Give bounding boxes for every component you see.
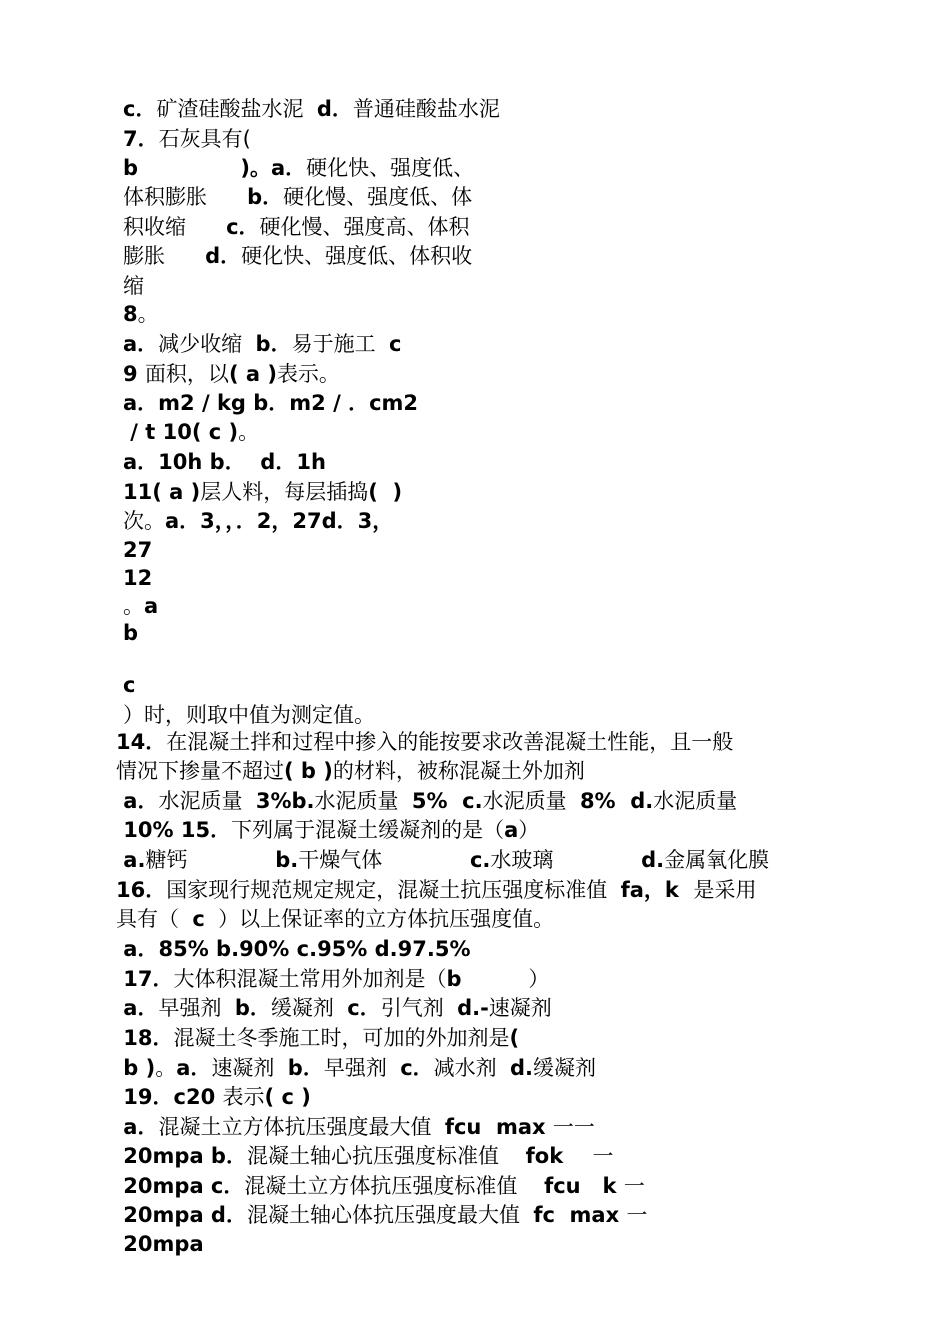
- text-line: 18．混凝土冬季施工时，可加的外加剂是(: [116, 1026, 520, 1050]
- text-line: 9 面积，以( a )表示。: [123, 362, 340, 386]
- text-line: 20mpa c．混凝土立方体抗压强度标准值 fcu k 一: [116, 1174, 645, 1198]
- text-line: 16．国家现行规范规定规定，混凝土抗压强度标准值 fa，k 是采用: [116, 878, 757, 902]
- text-line: ）时，则取中值为测定值。: [123, 703, 375, 727]
- text-line: / t 10( c )。: [123, 420, 260, 444]
- text-line: 14．在混凝土拌和过程中掺入的能按要求改善混凝土性能，且一般: [116, 730, 734, 754]
- text-line: 情况下掺量不超过( b )的材料，被称混凝土外加剂: [116, 759, 585, 783]
- text-line: 缩: [123, 274, 144, 298]
- text-line: a．10h b． d．1h: [123, 450, 326, 474]
- text-line: a．水泥质量 3%b.水泥质量 5% c.水泥质量 8% d.水泥质量: [116, 789, 738, 813]
- text-line: 20mpa b．混凝土轴心抗压强度标准值 fok 一: [116, 1144, 614, 1168]
- text-line: b )。a．硬化快、强度低、: [123, 156, 475, 180]
- text-line: 20mpa d．混凝土轴心体抗压强度最大值 fc max 一: [116, 1203, 648, 1227]
- text-line: 10% 15．下列属于混凝土缓凝剂的是（a）: [116, 818, 540, 842]
- text-line: 17．大体积混凝土常用外加剂是（b ）: [116, 967, 550, 991]
- text-line: 次。a．3，，．2，27d．3，: [123, 509, 394, 533]
- text-line: 。a: [123, 594, 159, 618]
- text-line: 积收缩 c．硬化慢、强度高、体积: [123, 215, 470, 239]
- text-line: a．早强剂 b．缓凝剂 c．引气剂 d.-速凝剂: [116, 996, 552, 1020]
- text-line: 7．石灰具有(: [123, 127, 251, 151]
- text-line: 8。: [123, 302, 159, 326]
- text-line: a．m2 / kg b．m2 / ．cm2: [123, 391, 419, 415]
- text-line: a.糖钙 b.干燥气体 c.水玻璃 d.金属氧化膜: [116, 848, 770, 872]
- text-line: 20mpa: [116, 1232, 204, 1256]
- text-line: c．矿渣硅酸盐水泥 d．普通硅酸盐水泥: [123, 97, 500, 121]
- text-line: 膨胀 d．硬化快、强度低、体积收: [123, 244, 473, 268]
- text-line: 12: [123, 566, 153, 590]
- text-line: a．85% b.90% c.95% d.97.5%: [116, 937, 471, 961]
- text-line: b: [123, 621, 139, 645]
- text-line: 19．c20 表示( c ): [116, 1085, 311, 1109]
- text-line: 体积膨胀 b．硬化慢、强度低、体: [123, 185, 473, 209]
- text-line: b )。a．速凝剂 b．早强剂 c．减水剂 d.缓凝剂: [116, 1056, 597, 1080]
- text-line: 11( a )层人料，每层插捣( ): [123, 480, 403, 504]
- text-line: a．减少收缩 b．易于施工 c: [123, 332, 402, 356]
- text-line: a．混凝土立方体抗压强度最大值 fcu max 一一: [116, 1115, 595, 1139]
- text-line: 具有（ c ）以上保证率的立方体抗压强度值。: [116, 907, 555, 931]
- text-line: c: [123, 673, 136, 697]
- text-line: 27: [123, 538, 153, 562]
